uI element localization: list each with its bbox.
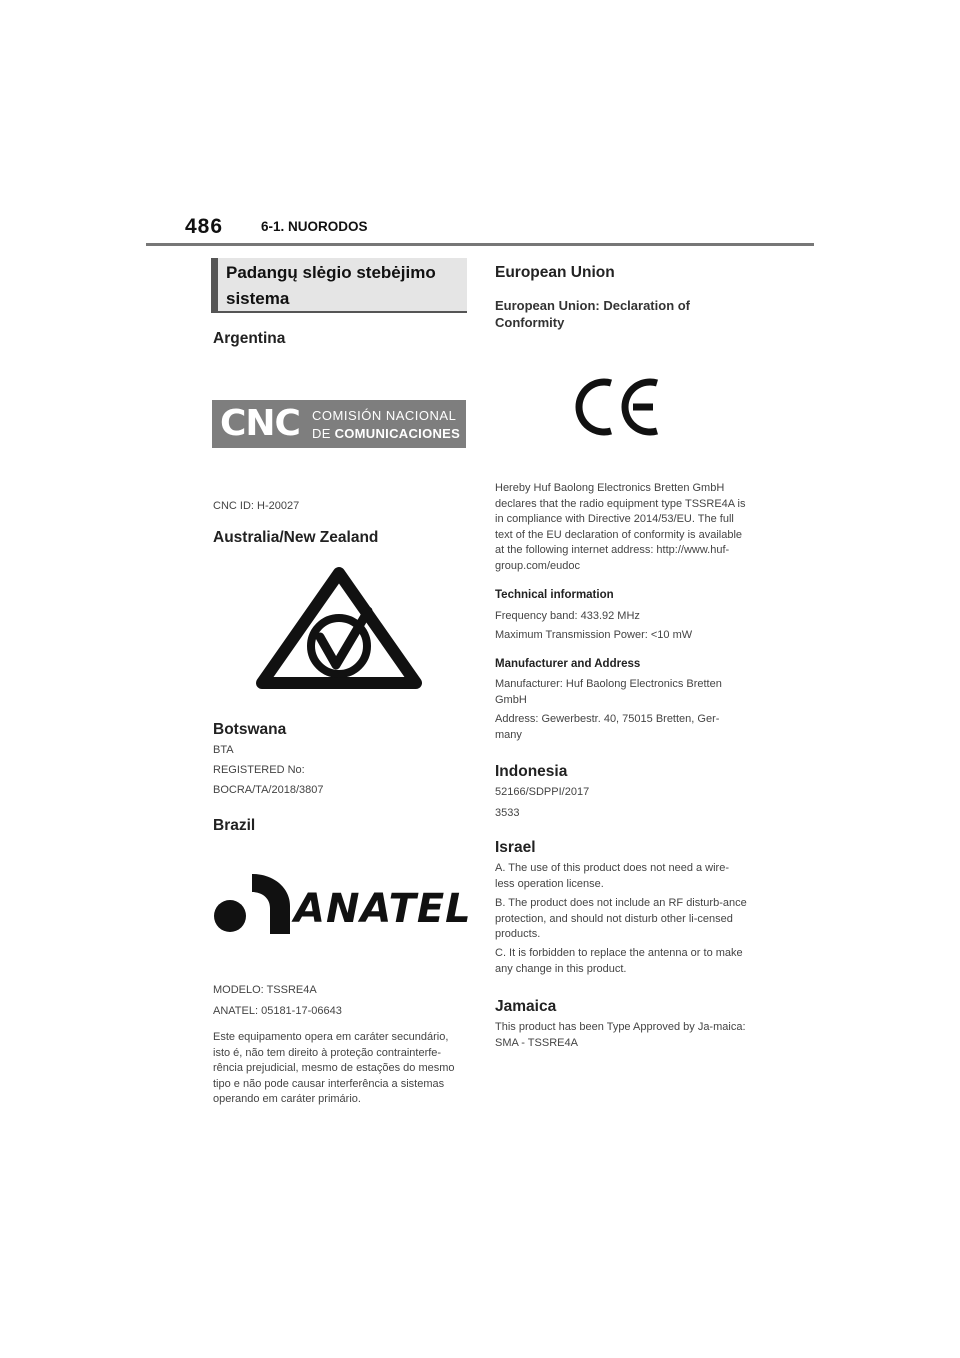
rcm-compliance-icon	[256, 565, 422, 691]
heading-israel: Israel	[495, 839, 536, 856]
heading-jamaica: Jamaica	[495, 998, 557, 1015]
ce-mark-icon	[575, 376, 661, 438]
max-power: Maximum Transmission Power: <10 mW	[495, 629, 693, 641]
anatel-emblem-icon	[212, 872, 292, 936]
indonesia-line-1: 52166/SDPPI/2017	[495, 786, 590, 798]
botswana-line-1: BTA	[213, 744, 234, 756]
title-box	[211, 258, 467, 313]
heading-brazil: Brazil	[213, 817, 256, 834]
israel-item-a: A. The use of this product does not need a wire-less operation license.	[495, 862, 729, 890]
address-line: Address: Gewerbestr. 40, 75015 Bretten, Ger-many	[495, 713, 720, 741]
israel-item-b: B. The product does not include an RF disturb-ance protection, and should not disturb other li-censed products.	[495, 897, 747, 940]
cnc-logo-line2	[312, 426, 460, 441]
cnc-logo-mark: CNC	[220, 403, 300, 444]
cnc-logo-line2-bold: COMUNICACIONES	[334, 426, 461, 441]
cnc-id: CNC ID: H-20027	[213, 500, 300, 512]
heading-botswana: Botswana	[213, 721, 287, 738]
page-number: 486	[185, 215, 224, 238]
jamaica-paragraph: This product has been Type Approved by Ja-maica: SMA - TSSRE4A	[495, 1021, 746, 1049]
heading-australia: Australia/New Zealand	[213, 529, 379, 546]
cnc-logo-line1: COMISIÓN NACIONAL	[312, 408, 457, 423]
cnc-logo-line2-prefix: DE	[312, 426, 335, 441]
manufacturer-line: Manufacturer: Huf Baolong Electronics Bretten GmbH	[495, 678, 722, 706]
frequency-band: Frequency band: 433.92 MHz	[495, 610, 640, 622]
page-title: Padangų slėgio stebėjimo sistema	[226, 263, 436, 308]
subheading-eu-declaration: European Union: Declaration of Conformity	[495, 298, 691, 330]
indonesia-line-2: 3533	[495, 807, 520, 819]
cnc-logo	[212, 400, 466, 448]
brazil-line-1: MODELO: TSSRE4A	[213, 984, 317, 996]
technical-info-heading: Technical information	[495, 589, 614, 601]
anatel-logo	[212, 872, 472, 936]
manufacturer-heading: Manufacturer and Address	[495, 658, 641, 670]
heading-indonesia: Indonesia	[495, 763, 568, 780]
brazil-line-2: ANATEL: 05181-17-06643	[213, 1005, 342, 1017]
botswana-line-2: REGISTERED No:	[213, 764, 305, 776]
section-label: 6-1. NUORODOS	[261, 219, 368, 234]
botswana-line-3: BOCRA/TA/2018/3807	[213, 784, 324, 796]
israel-item-c: C. It is forbidden to replace the antenna or to make any change in this product.	[495, 947, 743, 975]
anatel-logo-word: ANATEL	[294, 886, 472, 932]
heading-european-union: European Union	[495, 264, 615, 281]
eu-paragraph: Hereby Huf Baolong Electronics Bretten GmbH declares that the radio equipment type TSSRE4A is in compliance with Directive 2014/53/EU. The full text of the EU declaration of conformity is available at the following internet address: http://www.huf-group.com/eudoc	[495, 482, 746, 572]
heading-argentina: Argentina	[213, 330, 286, 347]
header-rule	[146, 243, 814, 246]
brazil-paragraph: Este equipamento opera em caráter secundário, isto é, não tem direito à proteção contrainterfe-rência prejudicial, mesmo de estações do mesmo tipo e não pode causar interferência a sistemas operando em caráter primário.	[213, 1031, 455, 1105]
